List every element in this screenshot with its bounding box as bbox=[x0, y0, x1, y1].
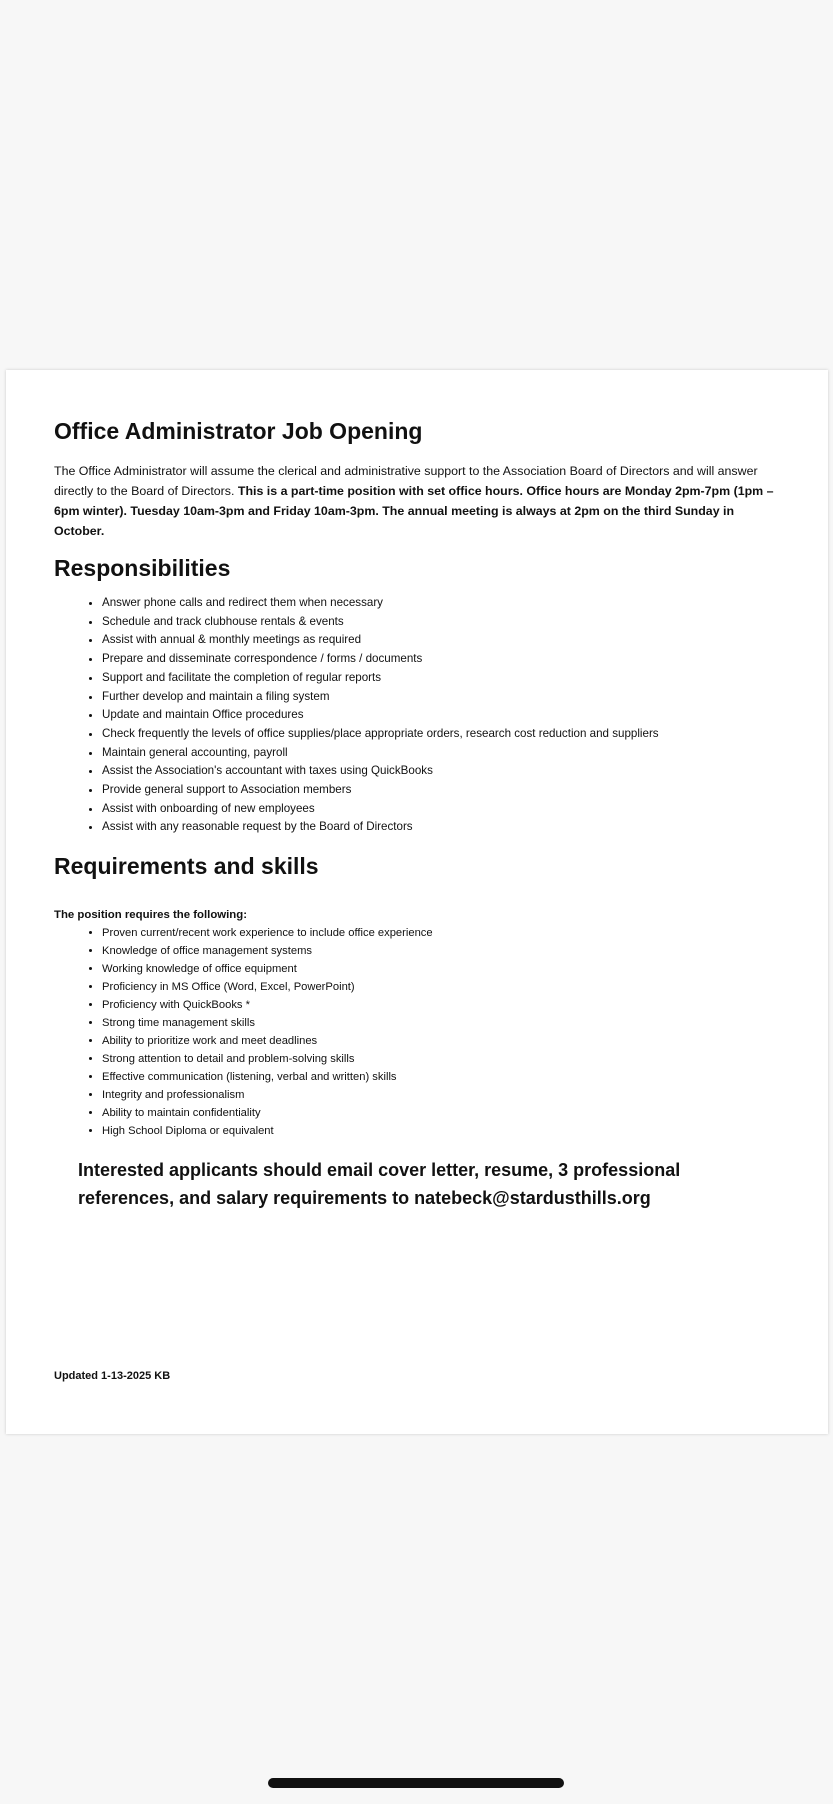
list-item: • Assist the Association's accountant with taxes using QuickBooks bbox=[102, 762, 782, 781]
list-item: • Working knowledge of office equipment bbox=[102, 960, 782, 978]
responsibilities-heading: Responsibilities bbox=[54, 555, 231, 581]
list-item: • Provide general support to Association members bbox=[102, 781, 782, 800]
list-item: • Assist with any reasonable request by the Board of Directors bbox=[102, 818, 782, 837]
requirements-heading: Requirements and skills bbox=[54, 853, 319, 880]
document-page bbox=[6, 370, 828, 1434]
intro-paragraph bbox=[54, 461, 782, 541]
list-item: • Ability to maintain confidentiality bbox=[102, 1104, 782, 1122]
list-item: • Strong attention to detail and problem-solving skills bbox=[102, 1050, 782, 1068]
list-item: • Schedule and track clubhouse rentals & events bbox=[102, 613, 782, 632]
list-item: • Support and facilitate the completion of regular reports bbox=[102, 669, 782, 688]
requirements-list bbox=[54, 924, 782, 1140]
home-indicator-bar[interactable] bbox=[268, 1778, 564, 1788]
list-item: • Prepare and disseminate correspondence / forms / documents bbox=[102, 650, 782, 669]
application-instructions: Interested applicants should email cover letter, resume, 3 professional references, and salary requirements to natebeck@stardusthills.org bbox=[78, 1160, 681, 1209]
list-item: • Answer phone calls and redirect them when necessary bbox=[102, 594, 782, 613]
list-item: • Knowledge of office management systems bbox=[102, 942, 782, 960]
list-item: • Update and maintain Office procedures bbox=[102, 706, 782, 725]
list-item: • High School Diploma or equivalent bbox=[102, 1122, 782, 1140]
intro-text-part2: This is a part-time position with set office hours. Office hours are Monday 2pm-7pm (1pm – 6pm winter). Tuesday 10am-3pm and Friday 10am-3pm. The annual meeting is always at 2pm on the third Sunday in October. bbox=[54, 484, 774, 538]
list-item: • Proficiency in MS Office (Word, Excel, PowerPoint) bbox=[102, 978, 782, 996]
responsibilities-list bbox=[54, 594, 782, 837]
list-item: • Check frequently the levels of office supplies/place appropriate orders, research cost reduction and suppliers bbox=[102, 725, 782, 744]
list-item: • Assist with onboarding of new employees bbox=[102, 800, 782, 819]
list-item: • Ability to prioritize work and meet deadlines bbox=[102, 1032, 782, 1050]
list-item: • Maintain general accounting, payroll bbox=[102, 744, 782, 763]
list-item: • Effective communication (listening, verbal and written) skills bbox=[102, 1068, 782, 1086]
page-title: Office Administrator Job Opening bbox=[54, 418, 423, 444]
list-item: • Further develop and maintain a filing system bbox=[102, 688, 782, 707]
intro-text-part1: The Office Administrator will assume the clerical and administrative support to the Association Board of Directors and will answer directly to the Board of Directors. bbox=[54, 464, 758, 498]
requirements-lead: The position requires the following: bbox=[54, 909, 248, 922]
list-item: • Proven current/recent work experience to include office experience bbox=[102, 924, 782, 942]
list-item: • Proficiency with QuickBooks * bbox=[102, 996, 782, 1014]
list-item: • Strong time management skills bbox=[102, 1014, 782, 1032]
list-item: • Assist with annual & monthly meetings as required bbox=[102, 631, 782, 650]
updated-note: Updated 1-13-2025 KB bbox=[54, 1370, 171, 1382]
list-item: • Integrity and professionalism bbox=[102, 1086, 782, 1104]
